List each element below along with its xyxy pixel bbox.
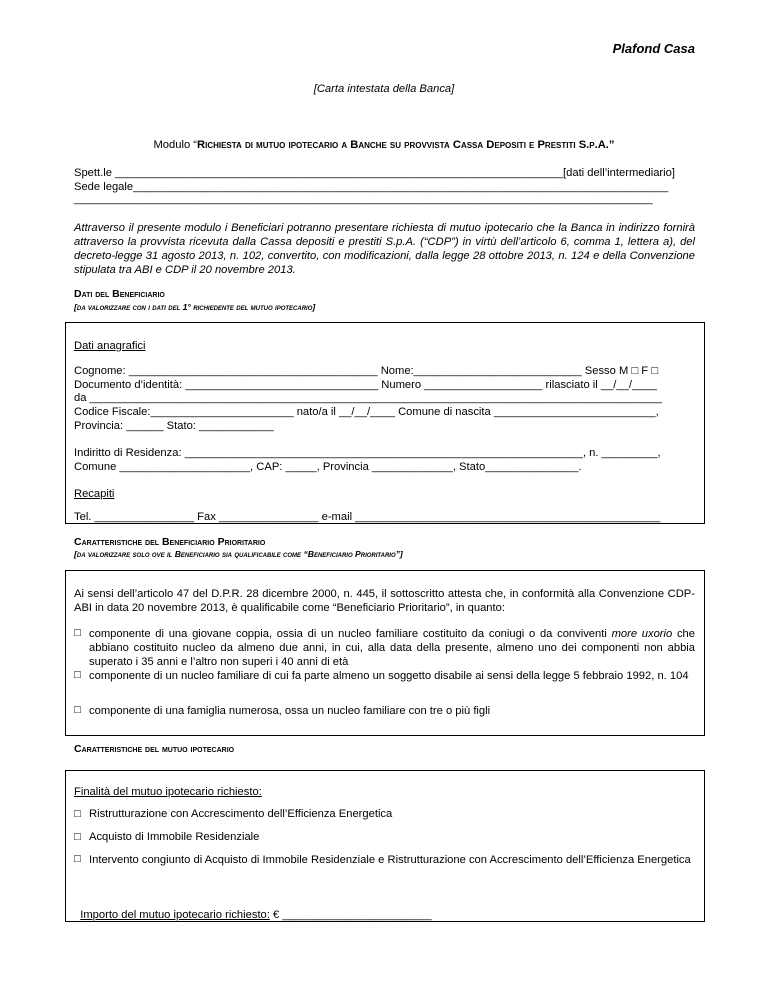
priority-option-disabled-text: componente di un nucleo familiare di cui fa parte almeno un soggetto disabile ai sensi della legge 5 febbraio 1992, n. 104 bbox=[89, 670, 689, 682]
checkbox-icon[interactable]: □ bbox=[74, 808, 81, 820]
beneficiary-heading: Dati del Beneficiario bbox=[74, 288, 165, 300]
purpose-option-combined-text: Intervento congiunto di Acquisto di Immobile Residenziale e Ristrutturazione con Accrescimento dell’Efficienza Energetica bbox=[89, 854, 691, 866]
priority-intro: Ai sensi dell’articolo 47 del D.P.R. 28 dicembre 2000, n. 445, il sottoscritto attesta che, in conformità alla Convenzione CDP-ABI in data 20 novembre 2013, è qualificabile come “Beneficiario Prioritario”, in quanto: bbox=[74, 588, 695, 614]
addressee-line-1[interactable]: Spett.le ________________________________________________________________________[dati dell’intermediario] bbox=[74, 167, 675, 179]
priority-option-large-family-text: componente di una famiglia numerosa, ossa un nucleo familiare con tre o più figli bbox=[89, 705, 491, 717]
beneficiary-subheading: [da valorizzare con i dati del 1° richiedente del mutuo ipotecario] bbox=[74, 302, 316, 312]
checkbox-icon[interactable]: □ bbox=[74, 669, 81, 681]
addressee-line-2[interactable]: Sede legale______________________________________________________________________________________ bbox=[74, 181, 669, 193]
priority-option-disabled[interactable] bbox=[74, 669, 695, 683]
checkbox-icon[interactable]: □ bbox=[74, 704, 81, 716]
module-title-text: Richiesta di mutuo ipotecario a Banche su provvista Cassa Depositi e Prestiti S.p.A.” bbox=[197, 139, 615, 151]
priority-option-young-couple[interactable] bbox=[74, 627, 695, 669]
amount-label: Importo del mutuo ipotecario richiesto: bbox=[80, 909, 270, 921]
purpose-title: Finalità del mutuo ipotecario richiesto: bbox=[74, 786, 262, 798]
intro-paragraph: Attraverso il presente modulo i Beneficiari potranno presentare richiesta di mutuo ipotecario che la Banca in indirizzo fornirà attraverso la provvista ricevuta dalla Cassa depositi e prestiti S.p.A. (“CDP”) in virtù dell’articolo 6, comma 1, lettera a), del decreto-legge 31 agosto 2013, n. 102, convertito, con modificazioni, dalla legge 28 ottobre 2013, n. 124 e della Convenzione stipulata tra ABI e CDP il 20 novembre 2013. bbox=[74, 222, 695, 276]
module-title-prefix: Modulo “ bbox=[153, 139, 198, 151]
priority-option-large-family[interactable] bbox=[74, 704, 695, 718]
checkbox-icon[interactable]: □ bbox=[74, 853, 81, 865]
addressee-line-3[interactable]: _____________________________________________________________________________________________ bbox=[74, 193, 653, 205]
purpose-option-renovation-text: Ristrutturazione con Accrescimento dell’Efficienza Energetica bbox=[89, 808, 393, 820]
priority-option-young-couple-text bbox=[89, 627, 695, 669]
contacts-title: Recapiti bbox=[74, 488, 115, 500]
purpose-option-purchase-text: Acquisto di Immobile Residenziale bbox=[89, 831, 260, 843]
mortgage-heading: Caratteristiche del mutuo ipotecario bbox=[74, 743, 235, 755]
anagrafici-title: Dati anagrafici bbox=[74, 340, 146, 352]
issued-by-line[interactable]: da ____________________________________________________________________________________________ bbox=[74, 392, 662, 404]
option-text-b: che abbiano costituito nucleo da almeno due anni, in cui, alla data della presente, almeno uno dei componenti non abbia superato i 35 anni e l’altro non superi i 40 anni di età bbox=[89, 628, 695, 668]
document-line[interactable]: Documento d’identità: _______________________________ Numero ___________________ rilasciato il __/__/____ bbox=[74, 379, 657, 391]
priority-subheading: [da valorizzare solo ove il Beneficiario sia qualificabile come “Beneficiario Prioritario”] bbox=[74, 549, 403, 559]
residence-line[interactable]: Indiritto di Residenza: ________________________________________________________________, n. _________, bbox=[74, 447, 661, 459]
product-name: Plafond Casa bbox=[612, 41, 695, 56]
contacts-line[interactable]: Tel. ________________ Fax ________________ e-mail _________________________________________________ bbox=[74, 511, 661, 523]
option-text-italic: more uxorio bbox=[611, 628, 673, 640]
option-text-a: componente di una giovane coppia, ossia di un nucleo familiare costituito da coniugi o da conviventi bbox=[89, 628, 612, 640]
checkbox-icon[interactable]: □ bbox=[74, 627, 81, 639]
surname-name-sex-line[interactable]: Cognome: ________________________________________ Nome:___________________________ Sesso M □ F □ bbox=[74, 365, 658, 377]
priority-heading: Caratteristiche del Beneficiario Prioritario bbox=[74, 536, 266, 548]
purpose-option-purchase[interactable] bbox=[74, 831, 695, 843]
amount-field[interactable]: € ________________________ bbox=[269, 909, 432, 921]
fiscal-code-line[interactable]: Codice Fiscale:_______________________ nato/a il __/__/____ Comune di nascita __________________________, bbox=[74, 406, 659, 418]
letterhead-placeholder: [Carta intestata della Banca] bbox=[313, 83, 455, 95]
amount-row[interactable] bbox=[74, 897, 432, 921]
province-state-line[interactable]: Provincia: ______ Stato: ____________ bbox=[74, 420, 274, 432]
city-cap-line[interactable]: Comune _____________________, CAP: _____, Provincia _____________, Stato_______________. bbox=[74, 461, 582, 473]
module-title bbox=[0, 139, 768, 151]
checkbox-icon[interactable]: □ bbox=[74, 831, 81, 843]
purpose-option-renovation[interactable] bbox=[74, 808, 695, 820]
purpose-option-combined[interactable] bbox=[74, 853, 695, 867]
